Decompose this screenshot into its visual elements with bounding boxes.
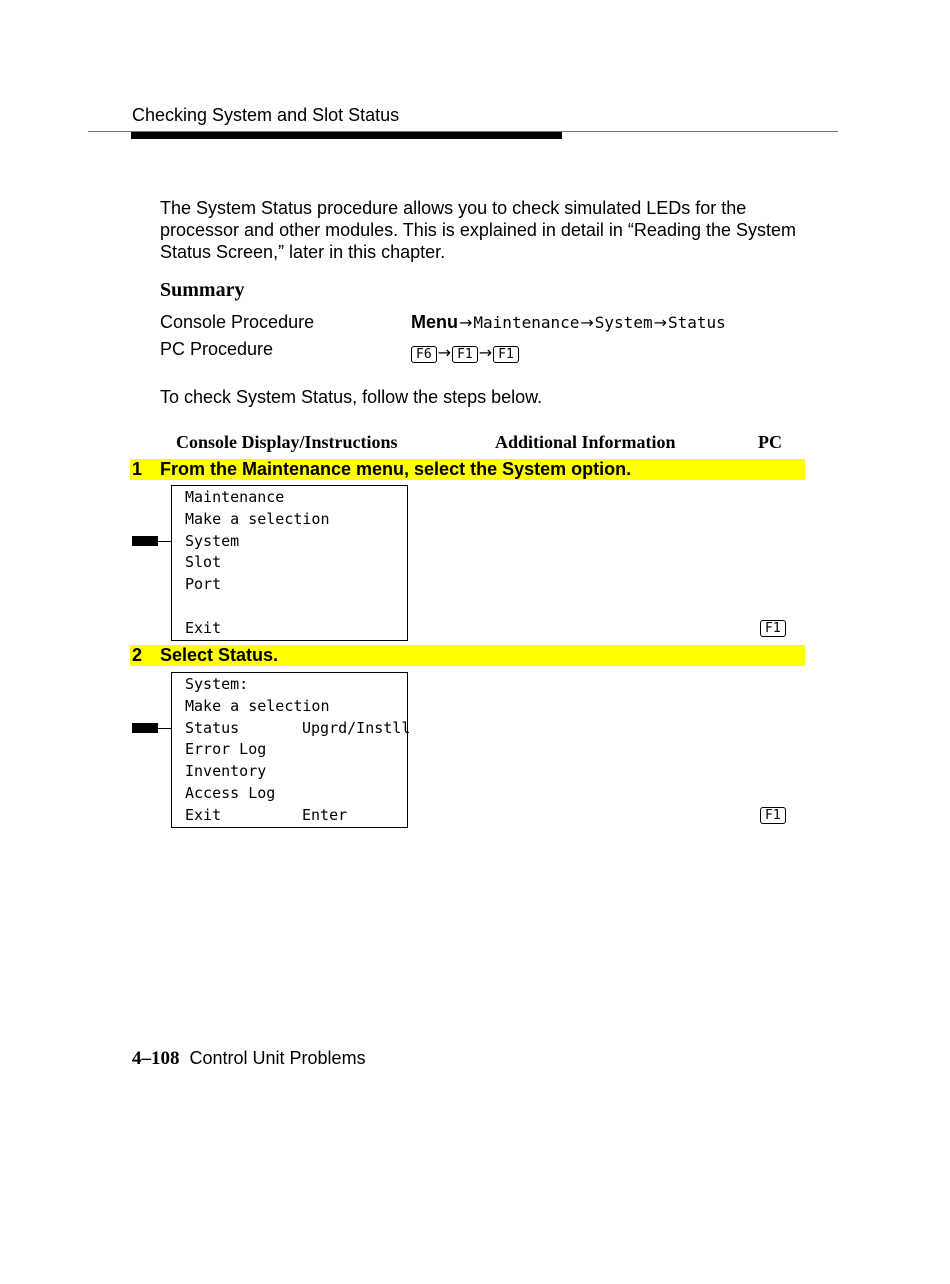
console-screen-system [171, 672, 411, 828]
screen-option-port[interactable]: Port [185, 575, 222, 593]
step-instruction: Select Status. [160, 645, 279, 665]
screen-option-status[interactable]: Status [185, 719, 240, 737]
screen-option-slot[interactable]: Slot [185, 553, 222, 571]
screen-line: Make a selection [185, 510, 330, 528]
running-header: Checking System and Slot Status [132, 105, 400, 125]
screen-line: Make a selection [185, 697, 330, 715]
function-key: F1 [493, 346, 519, 363]
arrow-icon: → [459, 313, 473, 332]
pc-procedure-keys [411, 342, 519, 363]
selection-pointer-icon [132, 723, 158, 733]
screen-line: System: [185, 675, 249, 693]
pointer-line [158, 728, 171, 729]
header-bar [131, 132, 562, 139]
summary-heading: Summary [160, 279, 245, 301]
arrow-icon: → [437, 343, 452, 362]
path-item: Maintenance [473, 313, 580, 332]
pc-procedure-label: PC Procedure [160, 339, 274, 359]
column-header-pc: PC [758, 432, 782, 452]
step-number: 1 [132, 459, 143, 479]
screen-option-access-log[interactable]: Access Log [185, 784, 276, 802]
function-key: F6 [411, 346, 437, 363]
steps-intro: To check System Status, follow the steps below. [160, 387, 543, 407]
screen-option-exit[interactable]: Exit [185, 619, 222, 637]
pc-function-key: F1 [760, 807, 786, 824]
page-footer [132, 1048, 366, 1070]
console-procedure-label: Console Procedure [160, 312, 315, 332]
path-item: Status [667, 313, 726, 332]
path-item: System [594, 313, 653, 332]
screen-option-upgrade-install[interactable]: Upgrd/Instll [302, 719, 411, 737]
column-header-console: Console Display/Instructions [176, 432, 398, 452]
arrow-icon: → [478, 343, 493, 362]
column-header-info: Additional Information [495, 432, 676, 452]
screen-option-enter[interactable]: Enter [302, 806, 348, 824]
intro-paragraph: The System Status procedure allows you to check simulated LEDs for the processor and other modules. This is explained in detail in “Reading the System Status Screen,” later in this chapter. [160, 198, 797, 262]
selection-pointer-icon [132, 536, 158, 546]
console-procedure-path [411, 312, 726, 333]
function-key: F1 [452, 346, 478, 363]
arrow-icon: → [580, 313, 594, 332]
chapter-title: Control Unit Problems [189, 1048, 366, 1068]
step-instruction: From the Maintenance menu, select the System option. [160, 459, 632, 479]
page-number: 4–108 [132, 1048, 180, 1069]
screen-option-error-log[interactable]: Error Log [185, 740, 267, 758]
step-2-bar [130, 645, 805, 666]
pc-function-key: F1 [760, 620, 786, 637]
screen-option-exit[interactable]: Exit [185, 806, 222, 824]
screen-line: Maintenance [185, 488, 285, 506]
pointer-line [158, 541, 171, 542]
step-1-bar [130, 459, 805, 480]
menu-keyword: Menu [411, 312, 458, 332]
console-screen-maintenance [171, 485, 408, 641]
screen-option-system[interactable]: System [185, 532, 240, 550]
step-number: 2 [132, 645, 143, 665]
arrow-icon: → [653, 313, 667, 332]
screen-option-inventory[interactable]: Inventory [185, 762, 267, 780]
